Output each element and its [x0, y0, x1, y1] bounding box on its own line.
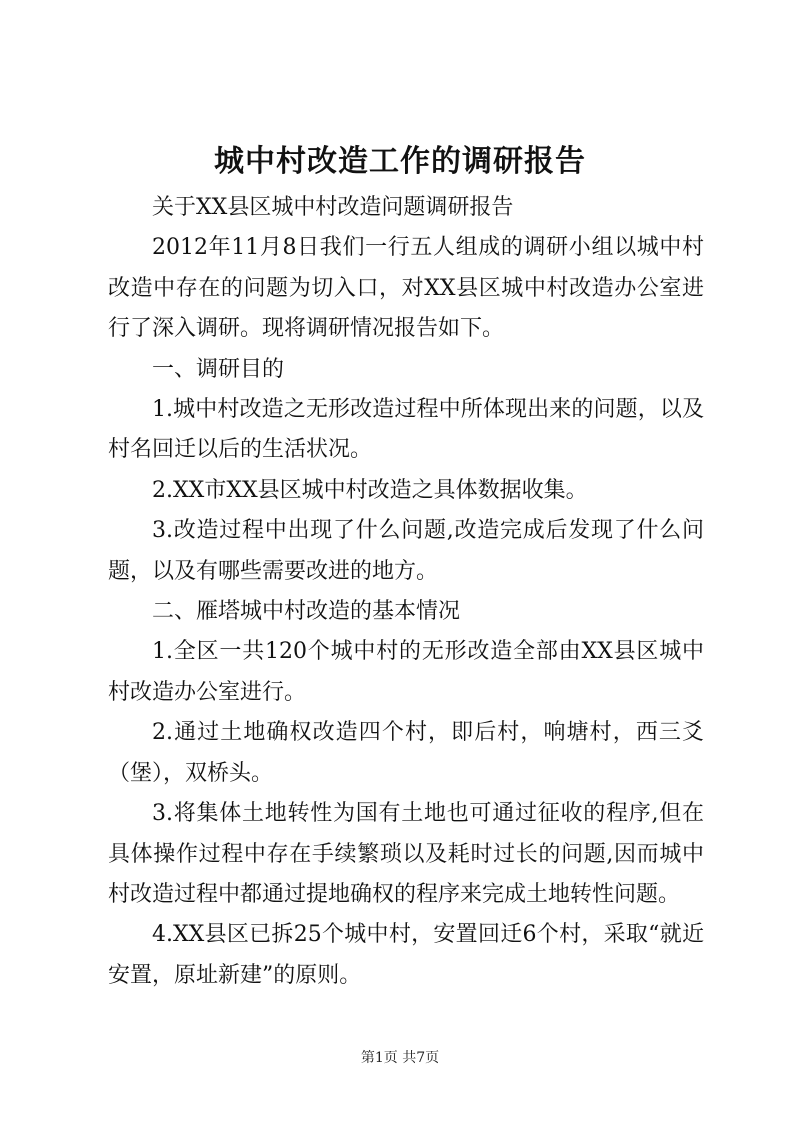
paragraph-intro: 2012年11月8日我们一行五人组成的调研小组以城中村改造中存在的问题为切入口，对XX县区城中村改造办公室进行了深入调研。现将调研情况报告如下。 [108, 235, 704, 342]
page-footer: 第1页 共7页 [360, 1050, 440, 1066]
paragraph-situation-1: 1.全区一共120个城中村的无形改造全部由XX县区城中村改造办公室进行。 [108, 639, 704, 705]
paragraph-situation-3: 3.将集体土地转性为国有土地也可通过征收的程序,但在具体操作过程中存在手续繁琐以及耗时过长的问题,因而城中村改造过程中都通过提地确权的程序来完成土地转性问题。 [108, 801, 704, 907]
paragraph-purpose-2: 2.XX市XX县区城中村改造之具体数据收集。 [152, 477, 588, 503]
paragraph-situation-4: 4.XX县区已拆25个城中村，安置回迁6个村，采取“就近安置，原址新建”的原则。 [108, 922, 704, 988]
document-title: 城中村改造工作的调研报告 [214, 144, 586, 179]
document-body [108, 188, 704, 996]
section-heading-situation: 二、雁塔城中村改造的基本情况 [152, 599, 461, 625]
paragraph-purpose-3: 3.改造过程中出现了什么问题,改造完成后发现了什么问题，以及有哪些需要改进的地方。 [108, 518, 704, 584]
paragraph-subtitle: 关于XX县区城中村改造问题调研报告 [152, 195, 514, 220]
paragraph-situation-2: 2.通过土地确权改造四个村，即后村，响塘村，西三爻（堡），双桥头。 [108, 720, 704, 786]
paragraph-purpose-1: 1.城中村改造之无形改造过程中所体现出来的问题，以及村名回迁以后的生活状况。 [108, 397, 704, 463]
section-heading-purpose: 一、调研目的 [152, 356, 285, 382]
